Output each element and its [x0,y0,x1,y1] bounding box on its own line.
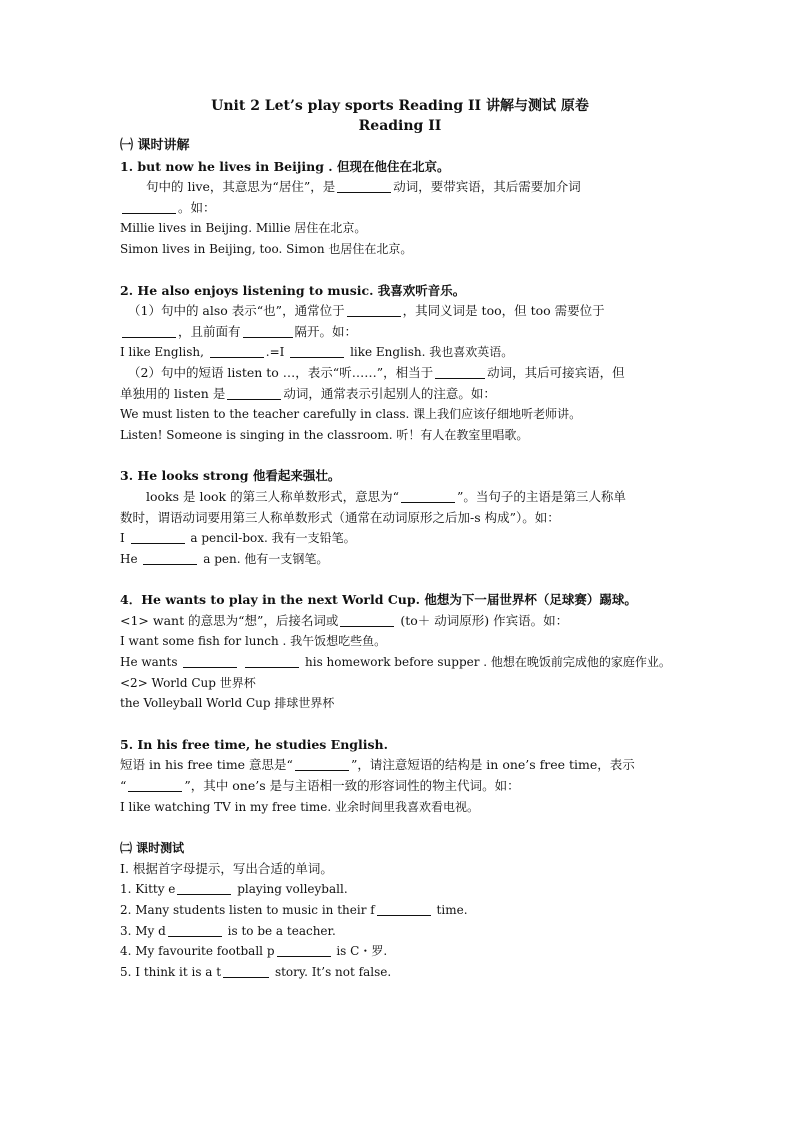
point4-example2 [120,652,680,673]
point2-text-d: 隔开。如： [294,323,358,339]
test-item-rest: is to be a teacher. [227,923,336,938]
point2-text-h: 动词，通常表示引起别人的注意。如： [283,385,496,401]
answer-blank [401,489,455,503]
point3-heading: 3. He looks strong 他看起来强壮。 [120,468,341,484]
point1-heading: 1. but now he lives in Beijing . 但现在他住在北京。 [120,158,450,174]
test-item-text: 1. Kitty e [120,882,176,897]
test-item [120,900,680,921]
test-item-rest: is C・罗. [336,944,388,959]
point5-text-d: ”，其中 one’s 是与主语相一致的形容词性的物主代词。如： [184,778,520,794]
answer-blank [347,303,401,317]
point3-ex2-b: a pen. 他有一支钢笔。 [203,551,329,566]
answer-blank [227,386,281,400]
spacer [120,817,680,838]
answer-blank[interactable] [223,964,269,978]
test-item-text: 4. My favourite football p [120,944,275,959]
answer-blank [435,365,485,379]
point2-line3 [120,363,680,384]
document-content [120,96,680,982]
point2-heading: 2. He also enjoys listening to music. 我喜欢听音乐。 [120,282,466,298]
page-subtitle: Reading II [358,118,442,134]
point5-line1 [120,755,680,776]
point2-text-c: ，且前面有 [178,323,241,339]
lecture-heading: ㈠ 课时讲解 [120,138,190,153]
point3-ex1-a: I [120,531,125,546]
test-item-text: 2. Many students listen to music in their f [120,903,375,917]
point4-heading: 4．He wants to play in the next World Cup. 他想为下一届世界杯（足球赛）踢球。 [120,592,637,608]
test-item [120,962,680,983]
spacer [120,445,680,466]
point3-line1 [120,487,680,508]
point5-text-a: 短语 in his free time 意思是“ [120,757,293,773]
point3-line2: 数时，谓语动词要用第三人称单数形式（通常在动词原形之后加-s 构成”）。如： [120,509,560,525]
answer-blank[interactable] [377,902,431,916]
test-item [120,941,680,962]
answer-blank [128,778,182,792]
test-item-text: 3. My d [120,923,166,938]
point5-example1: I like watching TV in my free time. 业余时间里我喜欢看电视。 [120,799,479,814]
point3-example2 [120,549,680,570]
point2-line4 [120,384,680,405]
point4-ex2-a: He wants [120,655,178,670]
point4-example1: I want some fish for lunch . 我午饭想吃些鱼。 [120,634,387,649]
point4-example3: the Volleyball World Cup 排球世界杯 [120,696,335,711]
point1-text-a: 句中的 live，其意思为“居住”，是 [146,179,336,195]
point1-line1 [120,177,680,198]
page-title: Unit 2 Let’s play sports Reading II 讲解与测试 原卷 [211,98,589,114]
point3-text-a: looks 是 look 的第三人称单数形式，意思为“ [146,488,399,504]
point2-line1 [120,301,680,322]
point2-text-g: 单独用的 listen 是 [120,385,226,401]
answer-blank[interactable] [277,943,331,957]
point2-line2 [120,322,680,343]
point5-heading: 5. In his free time, he studies English. [120,736,388,752]
answer-blank [243,324,293,338]
test-item-rest: time. [436,903,468,917]
test-item-rest: story. It’s not false. [274,964,392,979]
answer-blank [245,654,299,668]
spacer [120,714,680,735]
test-item [120,879,680,900]
point2-text-f: 动词，其后可接宾语，但 [487,364,625,380]
point2-example1 [120,342,680,363]
spacer [120,260,680,281]
answer-blank [210,344,264,358]
point1-line2 [120,198,680,219]
answer-blank [290,344,344,358]
test-item-text: 5. I think it is a t [120,964,222,979]
point3-ex1-b: a pencil-box. 我有一支铅笔。 [190,531,356,546]
point3-example1 [120,528,680,549]
point4-line2: <2> World Cup 世界杯 [120,675,256,690]
answer-blank [122,200,176,214]
point2-text-b: ，其同义词是 too，但 too 需要位于 [402,303,605,319]
test-item-rest: playing volleyball. [237,882,348,897]
answer-blank [143,551,197,565]
point2-text-a: （1）句中的 also 表示“也”，通常位于 [128,303,345,319]
answer-blank[interactable] [168,923,222,937]
point5-text-b: ”，请注意短语的结构是 in one’s free time，表示 [350,757,635,773]
point2-example2: We must listen to the teacher carefully in class. 课上我们应该仔细地听老师讲。 [120,407,582,422]
answer-blank [131,530,185,544]
point4-text-b: (to＋ 动词原形) 作宾语。如： [400,612,569,628]
answer-blank [340,613,394,627]
point1-text-b: 动词，要带宾语，其后需要加介词 [393,179,581,195]
answer-blank [122,324,176,338]
answer-blank [295,757,349,771]
point4-line1 [120,611,680,632]
point1-example1: Millie lives in Beijing. Millie 居住在北京。 [120,221,367,236]
point4-ex2-b: his homework before supper . 他想在晚饭前完成他的家庭作业。 [305,655,671,670]
test-instruction: I. 根据首字母提示，写出合适的单词。 [120,860,333,876]
answer-blank[interactable] [177,881,231,895]
point1-example2: Simon lives in Beijing, too. Simon 也居住在北京。 [120,241,413,256]
test-item [120,921,680,942]
point3-text-b: ”。当句子的主语是第三人称单 [456,488,626,504]
point3-ex2-a: He [120,551,138,566]
point2-text-e: （2）句中的短语 listen to …，表示“听……”，相当于 [128,364,434,380]
answer-blank [183,654,237,668]
point2-ex1-b: .=I [265,345,285,360]
point5-line2 [120,776,680,797]
point2-ex1-a: I like English, [120,345,204,360]
test-heading: ㈡ 课时测试 [120,841,185,856]
point5-text-c: “ [120,778,127,794]
point1-text-c: 。如： [178,199,216,215]
answer-blank [337,179,391,193]
point4-text-a: <1> want 的意思为“想”，后接名词或 [120,612,339,628]
spacer [120,569,680,590]
point2-example3: Listen! Someone is singing in the classroom. 听！有人在教室里唱歌。 [120,427,529,442]
point2-ex1-c: like English. 我也喜欢英语。 [350,345,514,360]
